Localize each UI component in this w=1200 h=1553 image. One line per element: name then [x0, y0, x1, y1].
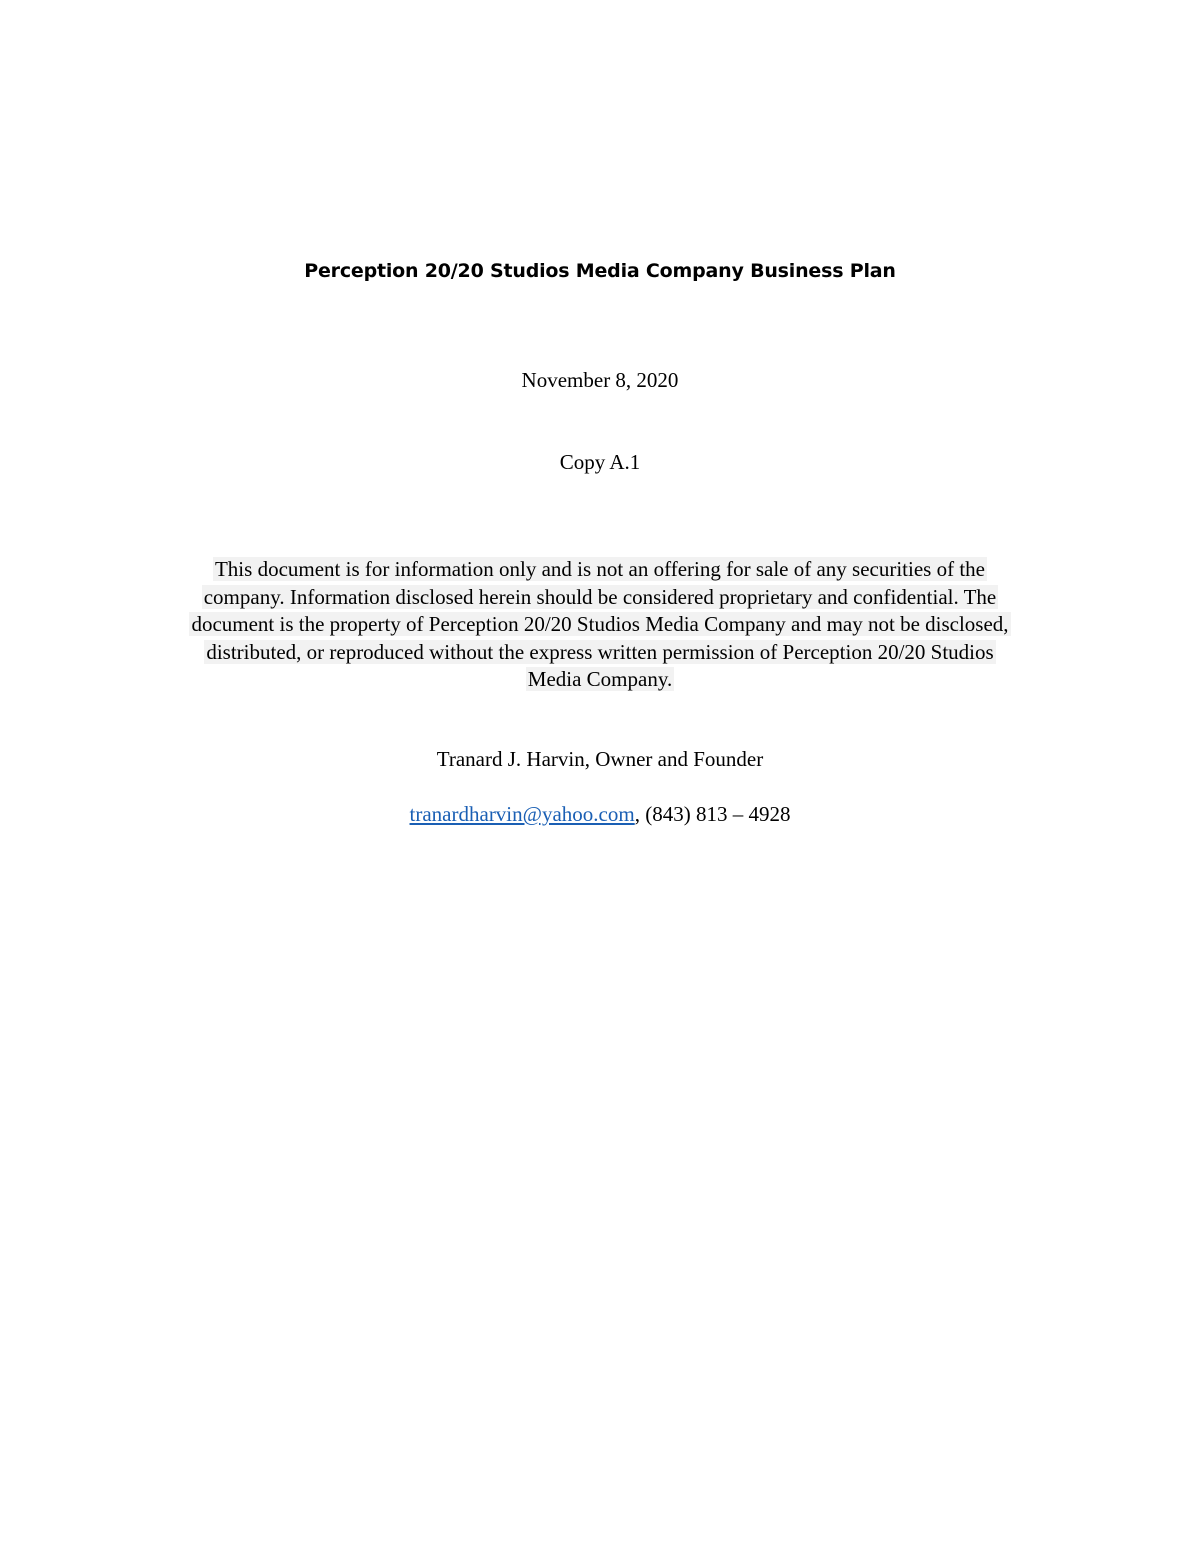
owner-line: Tranard J. Harvin, Owner and Founder [436, 747, 764, 771]
document-date: November 8, 2020 [521, 368, 679, 392]
disclaimer-line: company. Information disclosed herein should be considered proprietary and confidential. The [203, 584, 997, 609]
disclaimer-line: Media Company. [527, 667, 673, 691]
document-title: Perception 20/20 Studios Media Company Business Plan [304, 260, 896, 282]
contact-line [0, 800, 1200, 828]
phone-number: , (843) 813 – 4928 [634, 802, 791, 826]
copy-label: Copy A.1 [559, 450, 641, 474]
disclaimer-line: document is the property of Perception 20/20 Studios Media Company and may not be disclosed, [191, 612, 1009, 636]
disclaimer-line: This document is for information only and is not an offering for sale of any securities of the [214, 557, 985, 581]
confidentiality-disclaimer [130, 556, 1070, 694]
email-link[interactable]: tranardharvin@yahoo.com [409, 802, 635, 826]
disclaimer-line: distributed, or reproduced without the express written permission of Perception 20/20 Studios [206, 639, 994, 664]
